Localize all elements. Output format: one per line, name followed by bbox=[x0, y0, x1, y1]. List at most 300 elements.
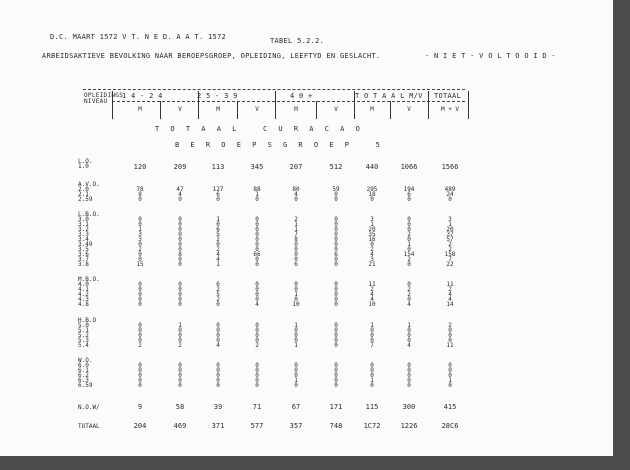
cell-value: 0 bbox=[448, 337, 452, 344]
cell-value: 0 bbox=[255, 296, 259, 303]
cell-value: 0 bbox=[334, 301, 338, 308]
cell-value: 0 bbox=[294, 256, 298, 263]
cell-value: 1 bbox=[407, 322, 411, 329]
education-level-labels bbox=[78, 159, 92, 169]
cell-value: 0 bbox=[178, 226, 182, 233]
cell-value: 0 bbox=[255, 377, 259, 384]
section-title: T O T A A L C U R A C A O bbox=[155, 125, 364, 133]
cell-value: 2 bbox=[138, 342, 142, 349]
education-code: H.B.O bbox=[78, 317, 97, 324]
cell-value: 0 bbox=[138, 322, 142, 329]
cell-value: 512 bbox=[329, 163, 343, 171]
cell-value: 0 bbox=[294, 196, 298, 203]
cell-value: 0 bbox=[178, 372, 182, 379]
cell-value: 0 bbox=[407, 337, 411, 344]
cell-value: 0 bbox=[178, 281, 182, 288]
education-code: 4.0 bbox=[78, 281, 89, 288]
cell-value: 2 bbox=[294, 216, 298, 223]
value-column bbox=[433, 217, 467, 267]
cell-value: 3 bbox=[370, 256, 374, 263]
cell-value: 0 bbox=[407, 236, 411, 243]
header-line1: D.C. MAART 1572 V T. N E D. A A T. 1572 bbox=[50, 33, 227, 41]
value-column bbox=[240, 187, 274, 202]
sex-header: M bbox=[138, 106, 142, 113]
value-column bbox=[433, 163, 467, 171]
education-code: 6.3 bbox=[78, 377, 89, 384]
value-column bbox=[392, 282, 426, 307]
value-column bbox=[392, 323, 426, 348]
cell-value: 0 bbox=[334, 382, 338, 389]
cell-value: 0 bbox=[138, 332, 142, 339]
value-column bbox=[123, 163, 157, 171]
value-column bbox=[319, 282, 353, 307]
age-group-40-plus: 4 0 + bbox=[290, 92, 313, 100]
cell-value: 0 bbox=[255, 291, 259, 298]
cell-value: 14 bbox=[446, 301, 454, 308]
education-level-labels bbox=[78, 182, 100, 202]
cell-value: 0 bbox=[294, 362, 298, 369]
cell-value: 0 bbox=[255, 246, 259, 253]
cell-value: 6 bbox=[407, 191, 411, 198]
value-column bbox=[433, 363, 467, 388]
cell-value: 0 bbox=[178, 337, 182, 344]
value-column bbox=[279, 363, 313, 388]
cell-value: 1566 bbox=[441, 163, 459, 171]
cell-value: 0 bbox=[370, 241, 374, 248]
cell-value: 0 bbox=[334, 372, 338, 379]
cell-value: 0 bbox=[255, 372, 259, 379]
value-column bbox=[279, 323, 313, 348]
value-column bbox=[392, 217, 426, 267]
cell-value: 0 bbox=[294, 281, 298, 288]
cell-value: 0 bbox=[448, 332, 452, 339]
cell-value: 8 bbox=[294, 236, 298, 243]
cell-value: 2 bbox=[448, 322, 452, 329]
value-column bbox=[279, 187, 313, 202]
value-column bbox=[240, 323, 274, 348]
cell-value: 0 bbox=[178, 261, 182, 268]
total-value: 357 bbox=[289, 422, 303, 430]
cell-value: 4 bbox=[407, 342, 411, 349]
cell-value: 0 bbox=[178, 327, 182, 334]
nov-value: 39 bbox=[213, 403, 223, 411]
cell-value: 66 bbox=[253, 251, 261, 258]
cell-value: 0 bbox=[255, 322, 259, 329]
cell-value: 2 bbox=[370, 246, 374, 253]
sex-header: V bbox=[178, 106, 182, 113]
cell-value: 4 bbox=[178, 191, 182, 198]
cell-value: 8 bbox=[178, 251, 182, 258]
cell-value: 0 bbox=[407, 332, 411, 339]
column-divider bbox=[468, 91, 469, 119]
cell-value: 3 bbox=[138, 236, 142, 243]
value-column bbox=[163, 323, 197, 348]
cell-value: 11 bbox=[446, 342, 454, 349]
value-column bbox=[201, 282, 235, 307]
nov-value: 171 bbox=[329, 403, 343, 411]
nov-value: 9 bbox=[137, 403, 143, 411]
cell-value: 0 bbox=[407, 327, 411, 334]
row-label-header-2: NIVEAU bbox=[84, 98, 108, 105]
cell-value: 2 bbox=[448, 241, 452, 248]
cell-value: 0 bbox=[294, 382, 298, 389]
age-group-total-mv: T O T A A L M/V bbox=[355, 92, 423, 100]
cell-value: 0 bbox=[138, 286, 142, 293]
sex-header: V bbox=[255, 106, 259, 113]
value-column bbox=[279, 163, 313, 171]
cell-value: 0 bbox=[255, 281, 259, 288]
cell-value: 2 bbox=[255, 342, 259, 349]
value-column bbox=[355, 163, 389, 171]
cell-value: 154 bbox=[403, 251, 415, 258]
cell-value: 0 bbox=[178, 362, 182, 369]
cell-value: 0 bbox=[448, 196, 452, 203]
cell-value: 3 bbox=[138, 231, 142, 238]
cell-value: 47 bbox=[176, 186, 184, 193]
cell-value: 0 bbox=[138, 216, 142, 223]
cell-value: 2 bbox=[448, 286, 452, 293]
cell-value: 0 bbox=[370, 372, 374, 379]
value-column bbox=[392, 187, 426, 202]
cell-value: 0 bbox=[255, 332, 259, 339]
cell-value: 21 bbox=[368, 261, 376, 268]
cell-value: 0 bbox=[294, 367, 298, 374]
age-group-14-24: 1 4 - 2 4 bbox=[122, 92, 163, 100]
value-column bbox=[123, 187, 157, 202]
cell-value: 7 bbox=[448, 256, 452, 263]
cell-value: 3 bbox=[370, 216, 374, 223]
total-value: 1226 bbox=[400, 422, 418, 430]
cell-value: 295 bbox=[366, 186, 378, 193]
education-code: 3.49 bbox=[78, 241, 93, 248]
education-code: W.O. bbox=[78, 357, 93, 364]
cell-value: 0 bbox=[178, 221, 182, 228]
total-value: 204 bbox=[133, 422, 147, 430]
cell-value: 10 bbox=[368, 301, 376, 308]
cell-value: 194 bbox=[403, 186, 415, 193]
value-column bbox=[240, 217, 274, 267]
education-code: 3.5 bbox=[78, 246, 89, 253]
value-column bbox=[392, 163, 426, 171]
education-code: 4.1 bbox=[78, 286, 89, 293]
cell-value: 2 bbox=[138, 246, 142, 253]
cell-value: 0 bbox=[407, 377, 411, 384]
cell-value: 20 bbox=[446, 226, 454, 233]
cell-value: 0 bbox=[407, 216, 411, 223]
total-label: TOTAAL bbox=[78, 423, 100, 430]
cell-value: 0 bbox=[334, 196, 338, 203]
cell-value: 1 bbox=[294, 226, 298, 233]
cell-value: 15 bbox=[136, 261, 144, 268]
cell-value: 489 bbox=[444, 186, 456, 193]
cell-value: 10 bbox=[292, 301, 300, 308]
education-code: 4.3 bbox=[78, 296, 89, 303]
cell-value: 0 bbox=[407, 372, 411, 379]
cell-value: 0 bbox=[334, 246, 338, 253]
cell-value: 4 bbox=[370, 291, 374, 298]
cell-value: 1 bbox=[448, 221, 452, 228]
value-column bbox=[355, 187, 389, 202]
total-value: 1C72 bbox=[363, 422, 381, 430]
value-column bbox=[392, 363, 426, 388]
nov-value: 300 bbox=[402, 403, 416, 411]
education-code: 6.2 bbox=[78, 372, 89, 379]
cell-value: 0 bbox=[138, 327, 142, 334]
total-value: 577 bbox=[250, 422, 264, 430]
nov-value: 58 bbox=[175, 403, 185, 411]
cell-value: 0 bbox=[178, 296, 182, 303]
education-code: 3.4 bbox=[78, 236, 89, 243]
header-mid-rule bbox=[112, 101, 465, 102]
cell-value: 0 bbox=[407, 221, 411, 228]
column-divider bbox=[354, 91, 355, 119]
cell-value: 158 bbox=[444, 251, 456, 258]
cell-value: 0 bbox=[334, 226, 338, 233]
education-level-labels bbox=[78, 358, 92, 388]
cell-value: 6 bbox=[216, 191, 220, 198]
cell-value: 1 bbox=[216, 261, 220, 268]
cell-value: 2 bbox=[216, 286, 220, 293]
cell-value: 0 bbox=[216, 322, 220, 329]
cell-value: 0 bbox=[334, 261, 338, 268]
cell-value: 0 bbox=[216, 377, 220, 384]
value-column bbox=[279, 217, 313, 267]
cell-value: 4 bbox=[216, 256, 220, 263]
value-column bbox=[433, 323, 467, 348]
education-level-labels bbox=[78, 318, 96, 348]
cell-value: 0 bbox=[138, 362, 142, 369]
cell-value: 80 bbox=[292, 186, 300, 193]
cell-value: 0 bbox=[216, 382, 220, 389]
value-column bbox=[123, 323, 157, 348]
cell-value: 0 bbox=[370, 337, 374, 344]
cell-value: 4 bbox=[448, 296, 452, 303]
cell-value: 0 bbox=[294, 296, 298, 303]
cell-value: 2 bbox=[216, 246, 220, 253]
cell-value: 7 bbox=[294, 231, 298, 238]
education-code: 5.0 bbox=[78, 322, 89, 329]
education-code: 3.8 bbox=[78, 261, 89, 268]
value-column bbox=[123, 363, 157, 388]
cell-value: 57 bbox=[446, 236, 454, 243]
cell-value: 0 bbox=[178, 216, 182, 223]
cell-value: 0 bbox=[138, 196, 142, 203]
cell-value: 0 bbox=[138, 367, 142, 374]
cell-value: 1 bbox=[294, 291, 298, 298]
cell-value: 7 bbox=[370, 342, 374, 349]
column-divider bbox=[428, 91, 429, 119]
cell-value: 1 bbox=[138, 226, 142, 233]
total-value: 371 bbox=[211, 422, 225, 430]
cell-value: 0 bbox=[255, 337, 259, 344]
cell-value: 2 bbox=[178, 342, 182, 349]
education-code: M.B.O. bbox=[78, 276, 100, 283]
cell-value: 4 bbox=[370, 296, 374, 303]
education-code: 6.1 bbox=[78, 367, 89, 374]
cell-value: 0 bbox=[334, 221, 338, 228]
value-column bbox=[201, 217, 235, 267]
value-column bbox=[355, 363, 389, 388]
total-value: 28C6 bbox=[441, 422, 459, 430]
cell-value: 0 bbox=[178, 382, 182, 389]
value-column bbox=[123, 282, 157, 307]
sex-header: M bbox=[216, 106, 220, 113]
education-code: 5.2 bbox=[78, 332, 89, 339]
cell-value: 0 bbox=[255, 286, 259, 293]
cell-value: 0 bbox=[138, 301, 142, 308]
cell-value: 0 bbox=[138, 281, 142, 288]
cell-value: 6 bbox=[334, 251, 338, 258]
cell-value: 0 bbox=[255, 226, 259, 233]
value-column bbox=[319, 163, 353, 171]
sex-header: V bbox=[334, 106, 338, 113]
cell-value: 0 bbox=[178, 196, 182, 203]
cell-value: 0 bbox=[178, 256, 182, 263]
cell-value: 1 bbox=[370, 377, 374, 384]
cell-value: 0 bbox=[216, 221, 220, 228]
sex-header: V bbox=[407, 106, 411, 113]
cell-value: 0 bbox=[138, 256, 142, 263]
cell-value: 127 bbox=[212, 186, 224, 193]
cell-value: 0 bbox=[334, 322, 338, 329]
cell-value: 0 bbox=[407, 382, 411, 389]
cell-value: 0 bbox=[334, 332, 338, 339]
education-code: 2.59 bbox=[78, 196, 93, 203]
value-column bbox=[240, 163, 274, 171]
age-group-25-39: 2 5 - 3 9 bbox=[197, 92, 238, 100]
cell-value: 0 bbox=[334, 191, 338, 198]
column-divider bbox=[390, 101, 391, 119]
cell-value: 0 bbox=[138, 382, 142, 389]
cell-value: 0 bbox=[178, 377, 182, 384]
status-text: - N I E T - V O L T O O I D - bbox=[425, 52, 556, 60]
cell-value: 0 bbox=[216, 337, 220, 344]
cell-value: 37 bbox=[446, 231, 454, 238]
cell-value: 113 bbox=[211, 163, 225, 171]
cell-value: 1 bbox=[216, 216, 220, 223]
cell-value: 0 bbox=[216, 372, 220, 379]
cell-value: 0 bbox=[334, 367, 338, 374]
cell-value: 0 bbox=[216, 241, 220, 248]
education-code: 6.59 bbox=[78, 382, 93, 389]
cell-value: 0 bbox=[255, 216, 259, 223]
cell-value: 0 bbox=[407, 246, 411, 253]
cell-value: 35 bbox=[368, 231, 376, 238]
cell-value: 0 bbox=[334, 286, 338, 293]
education-code: L.B.O. bbox=[78, 211, 100, 218]
cell-value: 0 bbox=[334, 327, 338, 334]
cell-value: 0 bbox=[370, 382, 374, 389]
cell-value: 0 bbox=[138, 251, 142, 258]
header-top-rule bbox=[83, 89, 465, 90]
row-label-header: OPLEIDINGS bbox=[84, 92, 124, 99]
education-code: 4.2 bbox=[78, 291, 89, 298]
cell-value: 0 bbox=[370, 332, 374, 339]
value-column bbox=[201, 323, 235, 348]
cell-value: 4 bbox=[216, 342, 220, 349]
cell-value: 0 bbox=[294, 337, 298, 344]
cell-value: 0 bbox=[334, 342, 338, 349]
education-code: L.O. bbox=[78, 158, 93, 165]
column-divider bbox=[198, 91, 199, 119]
cell-value: 0 bbox=[334, 281, 338, 288]
value-column bbox=[433, 187, 467, 202]
cell-value: 2 bbox=[407, 256, 411, 263]
cell-value: 1 bbox=[294, 221, 298, 228]
cell-value: 0 bbox=[407, 367, 411, 374]
cell-value: 1 bbox=[370, 221, 374, 228]
cell-value: 0 bbox=[334, 362, 338, 369]
cell-value: 0 bbox=[255, 362, 259, 369]
cell-value: 0 bbox=[407, 281, 411, 288]
cell-value: 0 bbox=[294, 241, 298, 248]
cell-value: 0 bbox=[370, 327, 374, 334]
cell-value: 0 bbox=[255, 196, 259, 203]
cell-value: 0 bbox=[448, 367, 452, 374]
cell-value: 2 bbox=[370, 286, 374, 293]
education-level-labels bbox=[78, 277, 100, 307]
cell-value: 2 bbox=[448, 246, 452, 253]
cell-value: 11 bbox=[446, 281, 454, 288]
education-code: 3.7 bbox=[78, 256, 89, 263]
cell-value: 0 bbox=[370, 362, 374, 369]
cell-value: 1 bbox=[294, 342, 298, 349]
table-title: ARBEIDSAKTIEVE BEVOLKING NAAR BEROEPSGROEP, OPLEIDING, LEEFTYD EN GESLACHT. bbox=[42, 52, 381, 60]
cell-value: 0 bbox=[255, 382, 259, 389]
cell-value: 4 bbox=[216, 251, 220, 258]
cell-value: 6 bbox=[294, 261, 298, 268]
cell-value: 0 bbox=[138, 291, 142, 298]
age-group-total: TOTAAL bbox=[434, 92, 462, 100]
cell-value: 0 bbox=[178, 236, 182, 243]
education-code: 3.2 bbox=[78, 226, 89, 233]
cell-value: 0 bbox=[216, 332, 220, 339]
value-column bbox=[201, 187, 235, 202]
education-code: 6.0 bbox=[78, 362, 89, 369]
cell-value: 4 bbox=[370, 251, 374, 258]
cell-value: 0 bbox=[138, 372, 142, 379]
value-column bbox=[433, 282, 467, 307]
cell-value: 0 bbox=[216, 367, 220, 374]
cell-value: 0 bbox=[178, 241, 182, 248]
education-code: 2.1 bbox=[78, 191, 89, 198]
cell-value: 16 bbox=[368, 236, 376, 243]
cell-value: 0 bbox=[216, 301, 220, 308]
cell-value: 1 bbox=[448, 377, 452, 384]
cell-value: 5 bbox=[216, 231, 220, 238]
cell-value: 78 bbox=[136, 186, 144, 193]
cell-value: 2 bbox=[407, 291, 411, 298]
cell-value: 0 bbox=[138, 377, 142, 384]
cell-value: 18 bbox=[368, 191, 376, 198]
cell-value: 0 bbox=[255, 261, 259, 268]
cell-value: 20 bbox=[368, 226, 376, 233]
cell-value: 11 bbox=[368, 281, 376, 288]
nov-value: 71 bbox=[252, 403, 262, 411]
value-column bbox=[240, 282, 274, 307]
education-code: 4.8 bbox=[78, 301, 89, 308]
cell-value: 0 bbox=[294, 327, 298, 334]
education-code: 1.0 bbox=[78, 163, 89, 170]
value-column bbox=[163, 187, 197, 202]
education-code: 5.4 bbox=[78, 342, 89, 349]
cell-value: 0 bbox=[407, 196, 411, 203]
value-column bbox=[355, 323, 389, 348]
value-column bbox=[319, 363, 353, 388]
cell-value: 0 bbox=[407, 226, 411, 233]
cell-value: 0 bbox=[294, 372, 298, 379]
cell-value: 0 bbox=[334, 216, 338, 223]
